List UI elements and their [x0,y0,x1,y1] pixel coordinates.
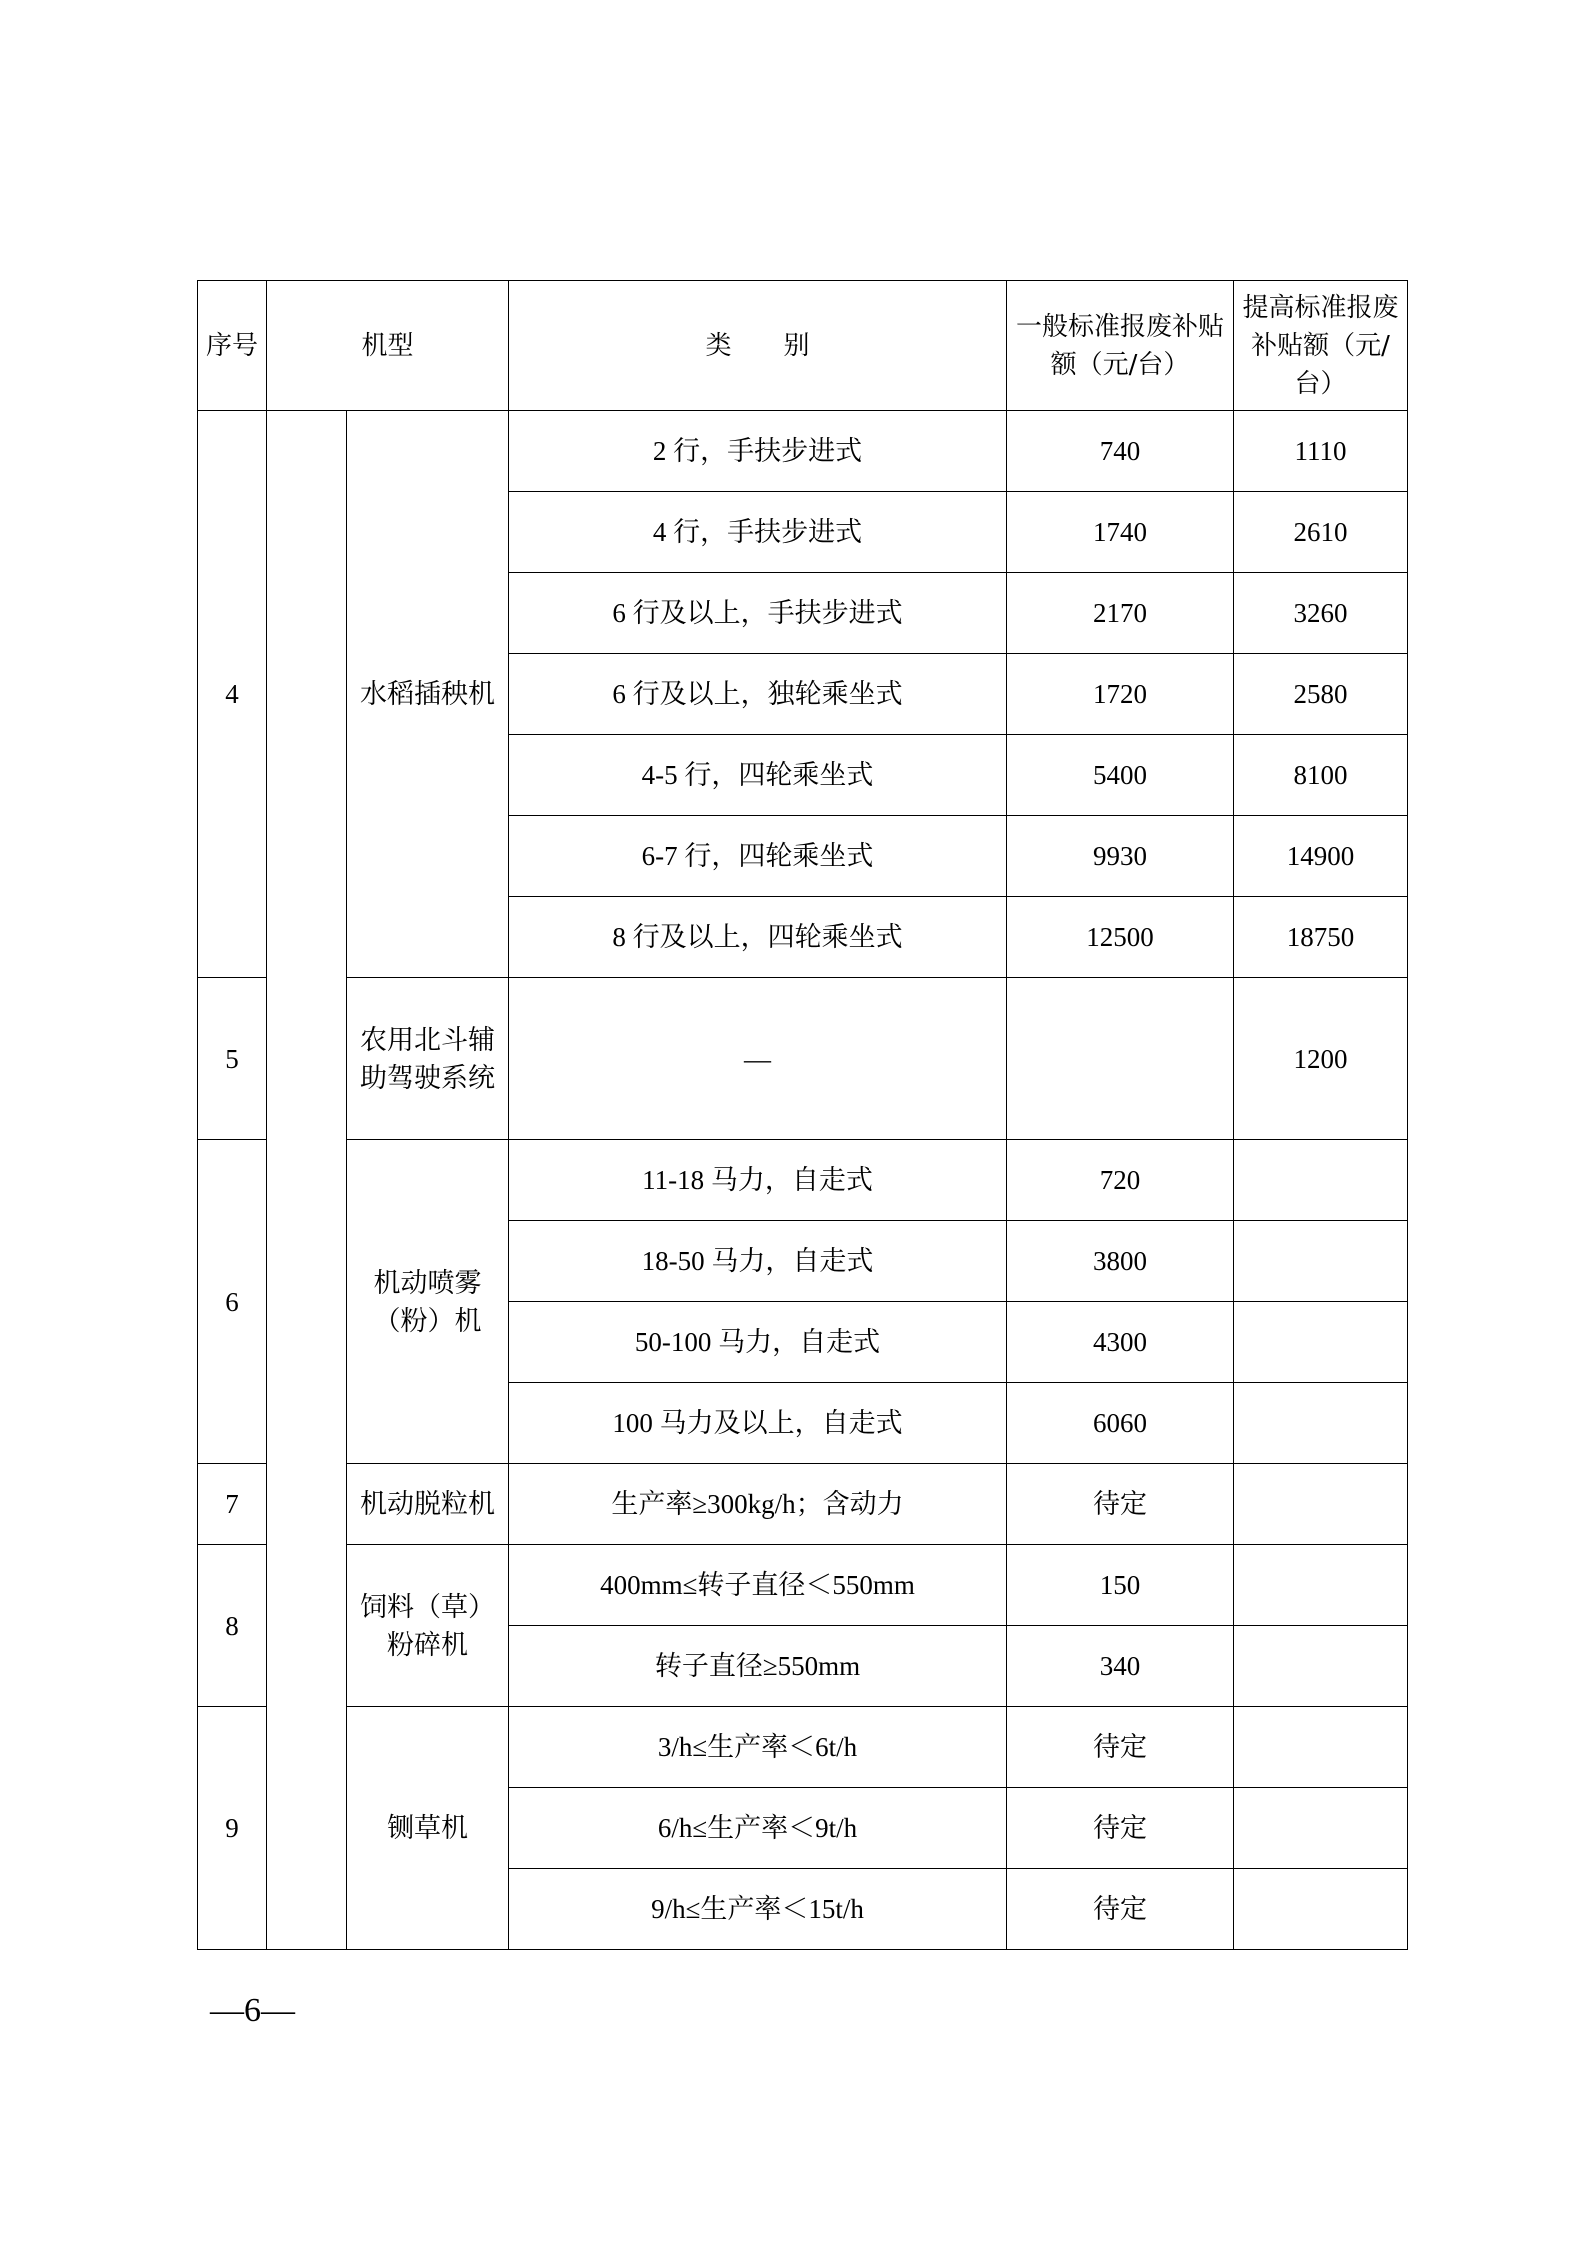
cell-raised [1234,1788,1408,1869]
cell-general: 1740 [1007,492,1234,573]
cell-raised: 2580 [1234,654,1408,735]
cell-general: 12500 [1007,897,1234,978]
row-model: 饲料（草）粉碎机 [347,1545,509,1707]
cell-category: 50-100 马力，自走式 [509,1302,1007,1383]
table-row [198,411,1408,492]
row-seq: 7 [198,1464,267,1545]
cell-raised [1234,1545,1408,1626]
cell-raised [1234,1221,1408,1302]
cell-general: 待定 [1007,1464,1234,1545]
cell-category: 转子直径≥550mm [509,1626,1007,1707]
header-general-subsidy: 一般标准报废补贴额（元/台） [1007,281,1234,411]
header-raised-subsidy: 提高标准报废补贴额（元/台） [1234,281,1408,411]
row-seq: 4 [198,411,267,978]
table-row [198,1707,1408,1788]
page-number: —6— [210,1992,295,2029]
cell-raised: 1200 [1234,978,1408,1140]
row-seq: 6 [198,1140,267,1464]
cell-category: — [509,978,1007,1140]
cell-general: 待定 [1007,1869,1234,1950]
cell-general: 6060 [1007,1383,1234,1464]
cell-raised [1234,1707,1408,1788]
cell-general: 5400 [1007,735,1234,816]
cell-raised: 14900 [1234,816,1408,897]
cell-raised [1234,1302,1408,1383]
cell-raised [1234,1383,1408,1464]
cell-category: 8 行及以上，四轮乘坐式 [509,897,1007,978]
row-model: 机动脱粒机 [347,1464,509,1545]
cell-general [1007,978,1234,1140]
cell-category: 生产率≥300kg/h；含动力 [509,1464,1007,1545]
cell-general: 9930 [1007,816,1234,897]
cell-category: 6 行及以上，独轮乘坐式 [509,654,1007,735]
cell-category: 2 行，手扶步进式 [509,411,1007,492]
cell-raised: 2610 [1234,492,1408,573]
row-seq: 9 [198,1707,267,1950]
row-model: 机动喷雾（粉）机 [347,1140,509,1464]
cell-category: 4-5 行，四轮乘坐式 [509,735,1007,816]
subsidy-table [197,280,1408,1950]
cell-general: 4300 [1007,1302,1234,1383]
cell-general: 720 [1007,1140,1234,1221]
table-row [198,1464,1408,1545]
cell-category: 4 行，手扶步进式 [509,492,1007,573]
table-body [198,281,1408,1950]
cell-general: 待定 [1007,1707,1234,1788]
cell-raised [1234,1626,1408,1707]
cell-general: 待定 [1007,1788,1234,1869]
cell-general: 3800 [1007,1221,1234,1302]
merged-blank-column [267,411,347,1950]
header-category: 类 别 [509,281,1007,411]
cell-raised [1234,1140,1408,1221]
cell-category: 18-50 马力，自走式 [509,1221,1007,1302]
cell-category: 6-7 行，四轮乘坐式 [509,816,1007,897]
cell-raised: 3260 [1234,573,1408,654]
header-seq: 序号 [198,281,267,411]
cell-raised: 18750 [1234,897,1408,978]
cell-category: 6 行及以上，手扶步进式 [509,573,1007,654]
cell-raised [1234,1464,1408,1545]
header-model: 机型 [267,281,509,411]
cell-general: 2170 [1007,573,1234,654]
cell-category: 100 马力及以上，自走式 [509,1383,1007,1464]
row-model: 农用北斗辅助驾驶系统 [347,978,509,1140]
header-row [198,281,1408,411]
table-row [198,1545,1408,1626]
cell-category: 6/h≤生产率＜9t/h [509,1788,1007,1869]
cell-general: 1720 [1007,654,1234,735]
cell-raised [1234,1869,1408,1950]
cell-general: 740 [1007,411,1234,492]
cell-raised: 1110 [1234,411,1408,492]
cell-category: 400mm≤转子直径＜550mm [509,1545,1007,1626]
row-seq: 5 [198,978,267,1140]
cell-general: 150 [1007,1545,1234,1626]
cell-raised: 8100 [1234,735,1408,816]
cell-category: 9/h≤生产率＜15t/h [509,1869,1007,1950]
cell-category: 3/h≤生产率＜6t/h [509,1707,1007,1788]
table-row [198,978,1408,1140]
cell-general: 340 [1007,1626,1234,1707]
cell-category: 11-18 马力，自走式 [509,1140,1007,1221]
row-model: 铡草机 [347,1707,509,1950]
table-row [198,1140,1408,1221]
row-model: 水稻插秧机 [347,411,509,978]
row-seq: 8 [198,1545,267,1707]
